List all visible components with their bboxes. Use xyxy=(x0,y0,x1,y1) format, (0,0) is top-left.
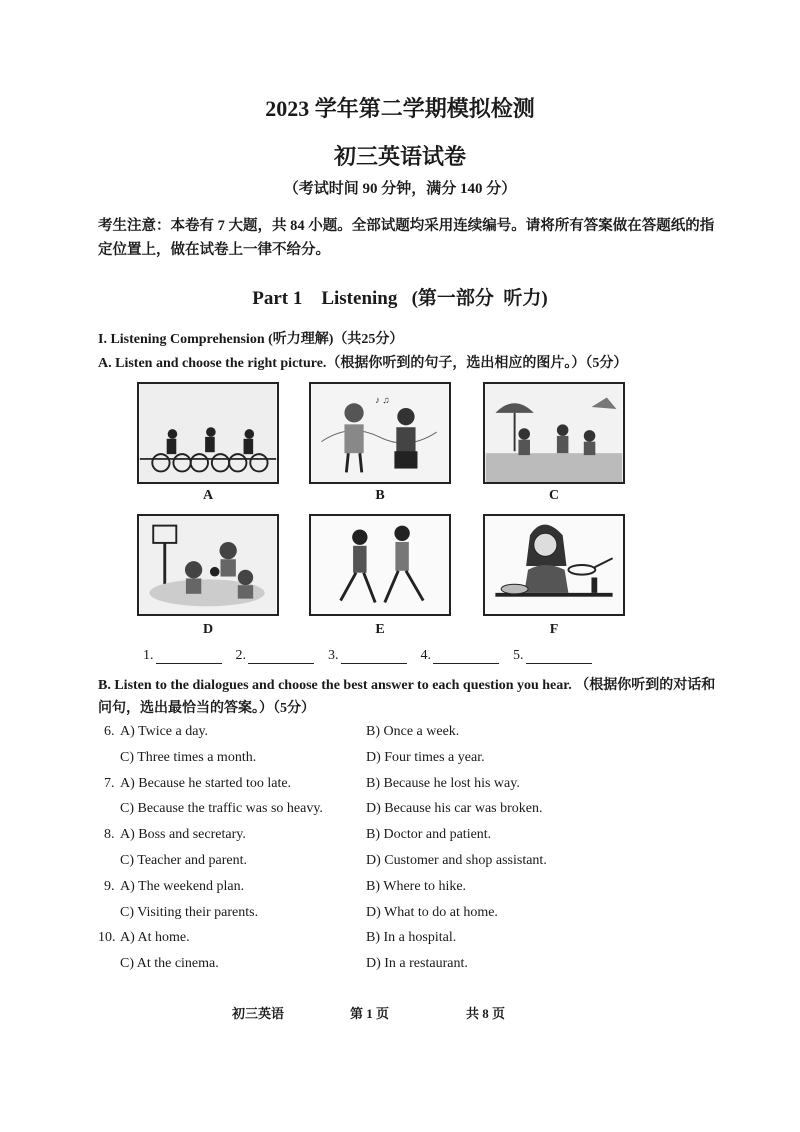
question-number: 8. xyxy=(104,827,115,842)
picture-label: E xyxy=(375,622,385,637)
answer-blank[interactable]: 2. xyxy=(236,648,315,664)
footer-total: 共 8 页 xyxy=(466,1006,506,1021)
picture-label: A xyxy=(202,488,214,503)
picture-label: F xyxy=(549,622,559,637)
option-a: A) The weekend plan. xyxy=(120,879,245,894)
basketball-kids-picture xyxy=(137,514,279,616)
question-number: 7. xyxy=(104,776,115,791)
answer-blank[interactable]: 4. xyxy=(421,648,500,664)
section-heading: I. Listening Comprehension (听力理解)（共25分） xyxy=(98,332,404,347)
question-number: 10. xyxy=(98,930,116,945)
footer-subject: 初三英语 xyxy=(232,1006,285,1021)
exam-info: （考试时间 90 分钟，满分 140 分） xyxy=(283,181,517,197)
answer-blank[interactable]: 5. xyxy=(513,648,592,664)
option-a: A) Because he started too late. xyxy=(120,776,292,791)
option-b: B) In a hospital. xyxy=(366,930,457,945)
answer-blanks xyxy=(143,648,592,664)
picture-label: B xyxy=(375,488,385,503)
option-b: B) Where to hike. xyxy=(366,879,467,894)
option-d: D) Four times a year. xyxy=(366,750,485,765)
part-title: Part 1 Listening (第一部分 听力) xyxy=(252,288,548,309)
option-d: D) In a restaurant. xyxy=(366,956,468,971)
option-c: C) Three times a month. xyxy=(120,750,257,765)
option-a: A) Twice a day. xyxy=(120,724,209,739)
svg-text:♪ ♫: ♪ ♫ xyxy=(375,395,390,407)
runners-picture xyxy=(309,514,451,616)
option-c: C) Because the traffic was so heavy. xyxy=(120,801,323,816)
option-b: B) Because he lost his way. xyxy=(366,776,520,791)
question-number: 9. xyxy=(104,879,115,894)
part-a-instruction: A. Listen and choose the right picture.（根据你听到的句子，选出相应的图片。）（5分） xyxy=(98,356,628,371)
option-d: D) Customer and shop assistant. xyxy=(366,853,547,868)
option-c: C) Visiting their parents. xyxy=(120,905,259,920)
option-b: B) Doctor and patient. xyxy=(366,827,492,842)
option-d: D) What to do at home. xyxy=(366,905,498,920)
cooking-woman-picture xyxy=(483,514,625,616)
option-c: C) At the cinema. xyxy=(120,956,219,971)
talking-people-picture xyxy=(309,382,451,484)
option-b: B) Once a week. xyxy=(366,724,460,739)
option-a: A) Boss and secretary. xyxy=(120,827,246,842)
exam-title: 2023 学年第二学期模拟检测 xyxy=(265,96,535,121)
answer-blank[interactable]: 3. xyxy=(328,648,407,664)
option-a: A) At home. xyxy=(120,930,190,945)
cyclists-picture xyxy=(137,382,279,484)
picture-label: D xyxy=(202,622,214,637)
picnic-picture xyxy=(483,382,625,484)
option-c: C) Teacher and parent. xyxy=(120,853,248,868)
question-number: 6. xyxy=(104,724,115,739)
answer-blank[interactable]: 1. xyxy=(143,648,222,664)
exam-subtitle: 初三英语试卷 xyxy=(333,144,466,169)
footer-page: 第 1 页 xyxy=(350,1006,390,1021)
candidate-notice: 考生注意：本卷有 7 大题，共 84 小题。全部试题均采用连续编号。请将所有答案做在答题纸的指定位置上，做在试卷上一律不给分。 xyxy=(98,218,715,258)
picture-label: C xyxy=(548,488,560,503)
part-b-instruction: B. Listen to the dialogues and choose the best answer to each question you hear. （根据你听到的对话和问句，选出最恰当的答案。）（5分） xyxy=(98,678,716,716)
option-d: D) Because his car was broken. xyxy=(366,801,543,816)
